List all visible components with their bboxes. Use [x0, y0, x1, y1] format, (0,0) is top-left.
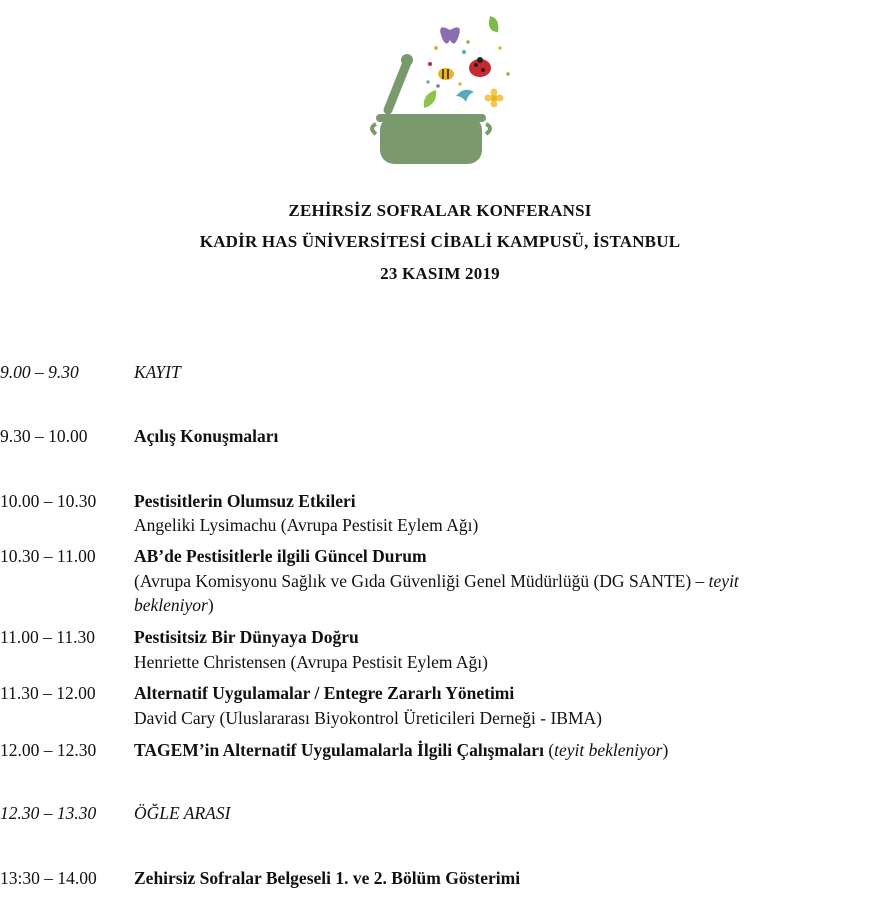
ladybug-icon	[469, 57, 491, 77]
session-time: 12.30 – 13.30	[0, 803, 97, 823]
session-speaker-cont	[134, 594, 214, 617]
session-title: TAGEM’in Alternatif Uygulamalarla İlgili Çalışmaları	[134, 740, 544, 760]
session-time: 10.00 – 10.30	[0, 491, 97, 511]
speaker-note: teyit	[708, 571, 739, 591]
session-title: Açılış Konuşmaları	[134, 426, 279, 446]
conference-date: 23 KASIM 2019	[380, 264, 500, 283]
session-title: Alternatif Uygulamalar / Entegre Zararlı Yönetimi	[134, 683, 515, 703]
session-title: ÖĞLE ARASI	[134, 803, 231, 823]
session-speaker: Henriette Christensen (Avrupa Pestisit Eylem Ağı)	[134, 652, 488, 672]
session-title-group	[134, 739, 668, 762]
leaf-left-icon	[424, 90, 437, 108]
flower-icon	[485, 89, 504, 108]
bird-icon	[456, 90, 474, 102]
session-title: Pestisitsiz Bir Dünyaya Doğru	[134, 627, 359, 647]
leaf-icon	[489, 16, 498, 32]
butterfly-icon	[440, 27, 460, 43]
session-speaker	[134, 570, 739, 593]
session-title: Zehirsiz Sofralar Belgeseli 1. ve 2. Bölüm Gösterimi	[134, 868, 521, 888]
speaker-text: (Avrupa Komisyonu Sağlık ve Gıda Güvenliği Genel Müdürlüğü (DG SANTE) –	[134, 571, 709, 591]
session-speaker: Angeliki Lysimachu (Avrupa Pestisit Eylem Ağı)	[134, 515, 479, 535]
bee-icon	[438, 68, 454, 80]
session-title: KAYIT	[134, 362, 181, 382]
conference-title: ZEHİRSİZ SOFRALAR KONFERANSI	[288, 201, 592, 220]
session-note: teyit bekleniyor	[554, 740, 663, 760]
session-time: 13:30 – 14.00	[0, 868, 97, 888]
session-time: 10.30 – 11.00	[0, 546, 96, 566]
paren-open: (	[543, 740, 555, 760]
confetti-dots	[426, 40, 509, 88]
session-time: 12.00 – 12.30	[0, 740, 97, 760]
session-speaker: David Cary (Uluslararası Biyokontrol Üreticileri Derneği - IBMA)	[134, 708, 602, 728]
conference-venue: KADİR HAS ÜNİVERSİTESİ CİBALİ KAMPUSÜ, İSTANBUL	[199, 232, 681, 251]
session-title: Pestisitlerin Olumsuz Etkileri	[134, 491, 356, 511]
conference-logo	[360, 8, 530, 173]
speaker-text: )	[207, 595, 214, 615]
session-title: AB’de Pestisitlerle ilgili Güncel Durum	[134, 546, 427, 566]
session-time: 9.00 – 9.30	[0, 362, 79, 382]
session-time: 11.00 – 11.30	[0, 627, 95, 647]
speaker-note: bekleniyor	[134, 595, 208, 615]
paren-close: )	[662, 740, 669, 760]
session-time: 9.30 – 10.00	[0, 426, 88, 446]
session-time: 11.30 – 12.00	[0, 683, 96, 703]
